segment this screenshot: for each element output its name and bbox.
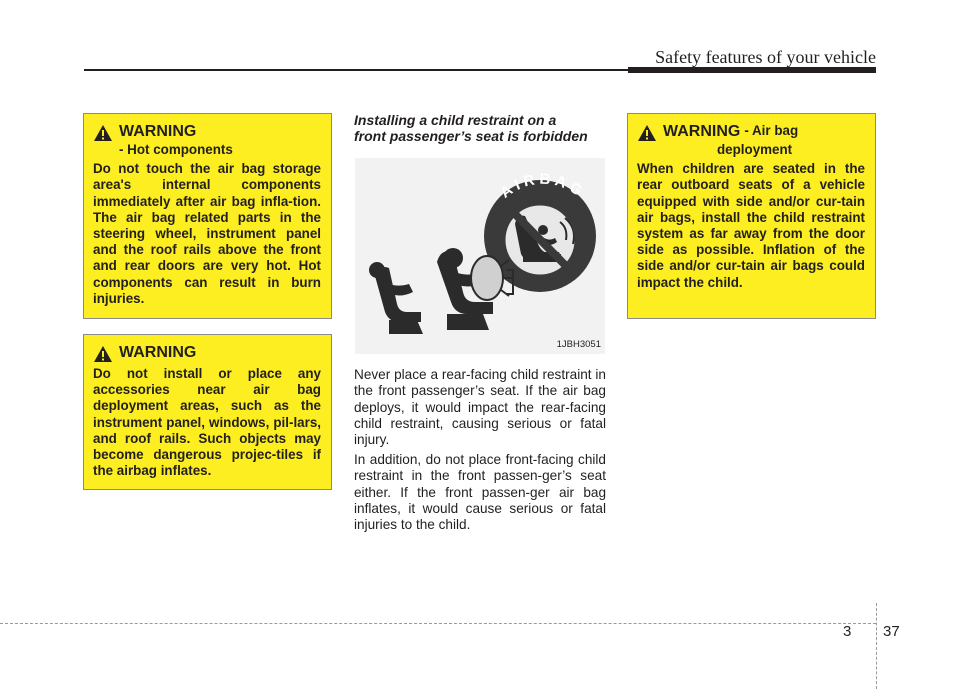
- section-heading-line1: Installing a child restraint on a: [354, 112, 557, 128]
- warning-body: Do not touch the air bag storage area's internal components immediately after air bag infla-tion. The air bag related parts in the steering wheel, instrument panel and the roof rails above the front and rear doors are very hot. Hot components can result in burn injuries.: [93, 161, 321, 306]
- warning-header: [93, 123, 321, 142]
- chapter-number: 3: [843, 623, 852, 640]
- warning-subtitle: - Air bag: [744, 123, 799, 138]
- warning-triangle-icon: [93, 345, 113, 363]
- warning-header: [93, 344, 321, 363]
- warning-air-bag-deployment: [627, 113, 876, 319]
- section-heading-line2: front passenger’s seat is forbidden: [354, 128, 588, 144]
- airbag-sign-label: AIRBAG: [497, 170, 589, 202]
- figure-code: 1JBH3051: [556, 339, 601, 350]
- warning-triangle-icon: [637, 124, 657, 142]
- airbag-illustration: [355, 158, 605, 354]
- section-heading: [354, 112, 614, 144]
- header-rule-accent: [628, 67, 876, 73]
- warning-body: When children are seated in the rear outboard seats of a vehicle equipped with side and/or cur-tain air bags, install the child restraint system as far away from the door side as possible. Inflation of the side and/or cur-tain air bags could impact the child.: [637, 161, 865, 290]
- page-number: 37: [883, 623, 900, 640]
- warning-triangle-icon: [93, 124, 113, 142]
- warning-title: WARNING: [119, 123, 197, 140]
- warning-hot-components: [83, 113, 332, 319]
- airbag-child-seat-figure: [355, 158, 605, 354]
- page-header-title: Safety features of your vehicle: [655, 47, 876, 67]
- footer-divider: [876, 603, 877, 689]
- footer-rule: [0, 623, 876, 624]
- warning-header: [637, 123, 865, 142]
- paragraph-front-facing: In addition, do not place front-facing child restraint in the front passen-ger’s seat either. If the front passen-ger air bag inflates, it would cause serious or fatal injuries to the child.: [354, 452, 606, 533]
- warning-subtitle: - Hot components: [119, 142, 233, 157]
- paragraph-rear-facing: Never place a rear-facing child restraint in the front passenger’s seat. If the air bag deploys, it would impact the rear-facing child restraint, causing serious or fatal injury.: [354, 367, 606, 448]
- warning-subtitle-continued: deployment: [717, 142, 793, 157]
- warning-accessories: [83, 334, 332, 490]
- warning-title: WARNING: [663, 123, 741, 140]
- warning-title: WARNING: [119, 344, 197, 361]
- warning-body: Do not install or place any accessories near air bag deployment areas, such as the instrument panel, windows, pil-lars, and roof rails. Such objects may become dangerous projec-tiles if the airbag inflates.: [93, 366, 321, 479]
